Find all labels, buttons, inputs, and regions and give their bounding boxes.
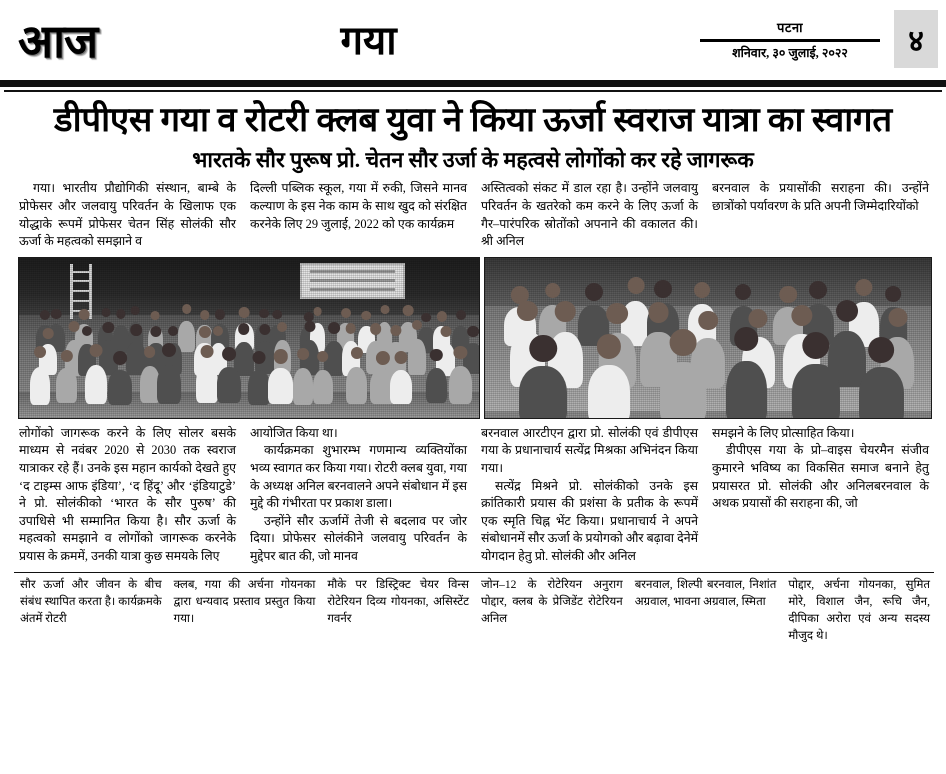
photo-person: [726, 361, 767, 419]
footer-col-5: बरनवाल, शिल्पी बरनवाल, निशांत अग्रवाल, भावना अग्रवाल, स्मिता: [634, 578, 777, 608]
body-bottom-col-2: आयोजित किया था। कार्यक्रमका शुभारम्भ गणमान्य व्यक्तियोंका भव्य स्वागत कर किया गया। रोटरी क्लब युवा, गया के अध्यक्ष अनिल बरनवालने अपने संबोधान में इस मुद्दे की गंभीरता पर प्रकाश डाला। उन्होंने सौर ऊर्जामें तेजी से बदलाव पर जोर दिया। प्रोफेसर सोलंकीने जलवायु परिवर्तन के मुद्देपर बात की, जो मानव: [250, 425, 467, 563]
group-photo-left: [18, 257, 480, 419]
photo-person: [30, 367, 51, 405]
photo-person: [426, 368, 447, 404]
footer-columns: [0, 573, 946, 644]
body-top-col-1: गया। भारतीय प्रौद्योगिकी संस्थान, बाम्बे के प्रोफेसर और जलवायु परिवर्तन के खिलाफ एक योद्धाके रूपमें प्रोफेसर चेतन सिंह सोलंकी सौर ऊर्जा के महत्वको समझाने व: [19, 181, 236, 249]
photo-person: [449, 366, 472, 404]
photo-person: [178, 321, 194, 352]
photo-person: [519, 366, 566, 419]
photo-person: [157, 365, 181, 405]
photo-person: [56, 368, 77, 403]
photo-person: [792, 364, 839, 419]
footer-col-3: मौके पर डिस्ट्रिक्ट चेयर विन्स रोटेरियन दिव्य गोयनका, असिस्टेंट गवर्नर: [327, 578, 470, 625]
group-photo-right: [484, 257, 932, 419]
masthead: [0, 0, 946, 78]
photo-person: [217, 367, 241, 403]
photo-row: [0, 251, 946, 419]
page-number: ४: [894, 10, 938, 68]
photo-person: [196, 365, 218, 403]
newspaper-logo: आज: [18, 16, 98, 67]
body-bottom-columns: [0, 419, 946, 566]
body-top-col-4: बरनवाल के प्रयासोंकी सराहना की। उन्होंने छात्रोंको पर्यावरण के प्रति अपनी जिम्मेदारियोंको: [712, 181, 929, 213]
photo-person: [85, 365, 107, 404]
date-block: [700, 18, 886, 61]
footer-col-2: क्लब, गया की अर्चना गोयनका द्वारा धन्यवाद प्रस्ताव प्रस्तुत किया गया।: [173, 578, 316, 625]
body-bottom-col-1: लोगोंको जागरूक करने के लिए सोलर बसके माध्यम से नवंबर 2020 से 2030 तक स्वराज यात्राकर रहे हैं। उनके इस महान कार्यको देखते हुए ‘द टाइम्स आफ इंडिया’, ‘द हिंदू’ और ‘इंडियाटुडे’ ने प्रो. सोलंकीको ‘भारत के सौर पुरुष’ की उपाधिसे भी सम्मानित किया है। सौर ऊर्जा के महत्वको समझाने व लोगोंको जागरूक करनेके प्रयास के क्रममें, उनकी यात्रा कुछ समयके लिए: [19, 425, 236, 563]
photo-person: [346, 367, 367, 404]
body-top-col-3: अस्तित्वको संकट में डाल रहा है। उन्होंने जलवायु परिवर्तन के खतरेको कम करने के लिए ऊर्जा के गैर–पारंपरिक स्रोतोंको अपनाने की वकालत की। श्री अनिल: [481, 181, 698, 249]
article-subheadline: भारतके सौर पुरूष प्रो. चेतन सौर उर्जा के महत्वसे लोगोंको कर रहे जागरूक: [192, 147, 754, 172]
photo-person: [588, 365, 630, 418]
body-top-columns: [0, 176, 946, 250]
footer-col-6: पोद्दार, अर्चना गोयनका, सुमित मोरे, विशाल जैन, रूचि जैन, दीपिका अरोरा एवं अन्य सदस्य मौजुद थे।: [788, 578, 931, 642]
body-bottom-col-3: बरनवाल आरटीएन द्वारा प्रो. सोलंकी एवं डीपीएस गया के प्रधानाचार्य सत्येंद्र मिश्रका अभिनंदन किया गया। सत्येंद्र मिश्रने प्रो. सोलंकीको उनके इस क्रांतिकारी प्रयास की प्रशंसा के प्रतीक के रूपमें एक स्मृति चिह्न भेंट किया। प्रधानाचार्य ने अपने संबोधानमें सौर ऊर्जा के प्रयोगको और बढ़ावा देनेमें योगदान हेतु प्रो. सोलंकी और अनिल: [481, 425, 698, 563]
photo-person: [293, 368, 313, 405]
photo-person: [108, 370, 132, 405]
photo-person: [859, 367, 903, 418]
masthead-rule-thick: [0, 80, 946, 87]
city-label: पटना: [776, 19, 804, 35]
body-top-col-2: दिल्ली पब्लिक स्कूल, गया में रुकी, जिसने मानव कल्याण के इस नेक काम के साथ खुद को संरक्षित करनेके लिए 29 जुलाई, 2022 को एक कार्यक्रम: [250, 181, 467, 231]
edition-title: गया: [340, 18, 397, 63]
publication-date: शनिवार, ३० जुलाई, २०२२: [732, 45, 848, 60]
photo-person: [268, 368, 293, 404]
photo-person: [390, 370, 412, 404]
photo-person: [408, 339, 425, 375]
photo-person: [248, 370, 270, 405]
date-divider: [700, 39, 880, 42]
photo-person: [660, 362, 706, 418]
article-headline: डीपीएस गया व रोटरी क्लब युवा ने किया ऊर्जा स्वराज यात्रा का स्वागत: [54, 101, 892, 139]
footer-col-1: सौर ऊर्जा और जीवन के बीच संबंध स्थापित करता है। कार्यक्रमके अंतमें रोटरी: [20, 578, 162, 625]
photo-person: [313, 370, 333, 405]
body-bottom-col-4: समझने के लिए प्रोत्साहित किया। डीपीएस गया के प्रो–वाइस चेयरमैन संजीव कुमारने भविष्य का विकसित समाज बनाने हेतु प्रयासरत प्रो. सोलंकी और अनिलबरनवाल के अथक प्रयासों की सराहना की, जो: [712, 425, 929, 511]
footer-col-4: जोन–12 के रोटेरियन अनुराग पोद्दार, क्लब के प्रेजिडेंट रोटेरियन अनिल: [481, 578, 623, 625]
